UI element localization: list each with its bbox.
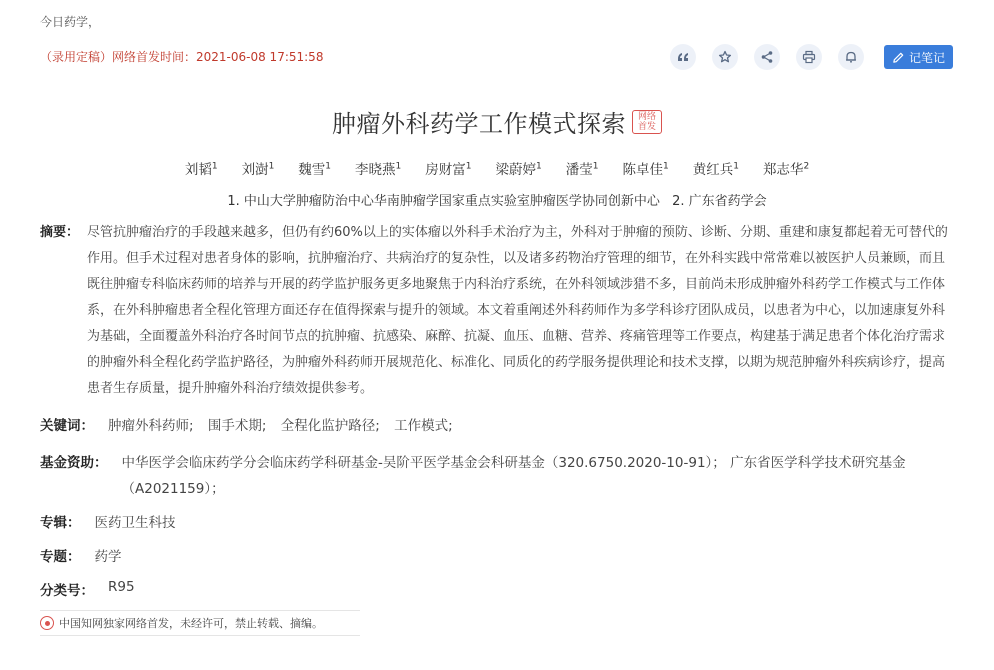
author-affil-index: 1 <box>465 161 472 172</box>
album-label: 专辑： <box>40 515 81 531</box>
author-name: 刘韬 <box>184 162 212 178</box>
subject-value: 药学 <box>94 549 122 565</box>
keyword-link[interactable]: 围手术期; <box>207 418 267 434</box>
article-toolbar <box>670 44 953 70</box>
keyword-link[interactable]: 肿瘤外科药师; <box>108 418 194 434</box>
fund-row <box>40 450 952 502</box>
publish-time: （录用定稿）网络首发时间：2021-06-08 17:51:58 <box>40 50 324 64</box>
keyword-link[interactable]: 全程化监护路径; <box>280 418 380 434</box>
title-row <box>0 104 994 139</box>
author-name: 陈卓佳 <box>622 162 663 178</box>
author-name: 黄红兵 <box>692 162 734 178</box>
author-link[interactable] <box>622 158 668 178</box>
fund-value[interactable]: 中华医学会临床药学分会临床药学科研基金-吴阶平医学基金会科研基金（320.6750.2020-10-91）； 广东省医学科学技术研究基金（A2021159）； <box>121 455 906 497</box>
abstract-text: 尽管抗肿瘤治疗的手段越来越多，但仍有约60%以上的实体瘤以外科手术治疗为主，外科对于肿瘤的预防、诊断、分期、重建和康复都起着无可替代的作用。但手术过程对患者身体的影响，抗肿瘤治疗、共病治疗的复杂性，以及诸多药物治疗管理的细节，在外科实践中常常难以被医护人员兼顾，而且既往肿瘤专科临床药师的培养与开展的药学监护服务更多地聚焦于内科治疗系统，在外科领域涉猎不多，目前尚未形成肿瘤外科药学工作模式与工作体系，在外科肿瘤患者全程化管理方面还存在值得探索与提升的领域。本文着重阐述外科药师作为多学科诊疗团队成员，以患者为中心，以加速康复外科为基础，全面覆盖外科治疗各时间节点的抗肿瘤、抗感染、麻醉、抗凝、血压、血糖、营养、疼痛管理等工作要点，构建基于满足患者个体化治疗需求的肿瘤外科全程化药学监护路径，为肿瘤外科药师开展规范化、标准化、同质化的药学服务提供理论和技术支撑，以期为规范肿瘤外科疾病诊疗，提高患者生存质量，提升肿瘤外科治疗绩效提供参考。 <box>87 225 948 396</box>
affiliation-list <box>0 190 994 209</box>
author-link[interactable] <box>496 158 542 178</box>
abstract-label: 摘要： <box>40 225 80 240</box>
share-icon[interactable] <box>754 44 780 70</box>
take-notes-button[interactable] <box>884 45 953 69</box>
author-link[interactable] <box>298 158 331 178</box>
author-affil-index: 1 <box>395 161 402 172</box>
author-link[interactable] <box>185 158 218 178</box>
author-name: 郑志华 <box>762 162 804 178</box>
author-link[interactable] <box>355 158 401 178</box>
online-first-badge: 网络首发 <box>632 110 662 134</box>
author-link[interactable] <box>763 158 809 178</box>
author-affil-index: 1 <box>325 161 332 172</box>
copyright-text: 中国知网独家网络首发，未经许可，禁止转载、摘编。 <box>59 617 323 630</box>
classification-value: R95 <box>108 579 135 595</box>
take-notes-label: 记笔记 <box>909 50 946 65</box>
fund-label: 基金资助： <box>40 455 108 471</box>
author-link[interactable] <box>566 158 599 178</box>
subject-row <box>40 545 122 565</box>
author-affil-index: 1 <box>662 161 669 172</box>
affiliation-link[interactable]: 2. 广东省药学会 <box>672 194 767 209</box>
author-affil-index: 1 <box>592 161 599 172</box>
album-row <box>40 511 176 531</box>
author-name: 李晓燕 <box>355 162 396 178</box>
author-affil-index: 1 <box>268 161 275 172</box>
author-link[interactable] <box>425 158 471 178</box>
author-affil-index: 1 <box>536 161 542 172</box>
author-name: 房财富 <box>425 162 466 178</box>
affiliation-link[interactable]: 1. 中山大学肿瘤防治中心华南肿瘤学国家重点实验室肿瘤医学协同创新中心 <box>227 194 660 209</box>
author-affil-index: 2 <box>803 161 810 172</box>
journal-source[interactable]: 今日药学， <box>40 15 101 29</box>
keywords-row <box>40 414 463 434</box>
star-icon[interactable] <box>712 44 738 70</box>
pencil-icon <box>892 51 905 64</box>
quote-icon[interactable] <box>670 44 696 70</box>
album-value: 医药卫生科技 <box>94 515 176 531</box>
author-name: 刘澍 <box>241 162 269 178</box>
abstract-section <box>40 220 952 402</box>
keyword-link[interactable]: 工作模式; <box>394 418 453 434</box>
classification-row <box>40 579 135 599</box>
article-title: 肿瘤外科药学工作模式探索 <box>332 110 626 138</box>
author-affil-index: 1 <box>211 161 218 172</box>
copyright-notice <box>40 610 360 636</box>
author-link[interactable] <box>242 158 275 178</box>
bell-icon[interactable] <box>838 44 864 70</box>
author-name: 梁蔚婷 <box>495 162 536 178</box>
keywords-label: 关键词： <box>40 418 94 434</box>
author-name: 潘莹 <box>565 162 593 178</box>
copyright-icon <box>40 616 54 630</box>
author-name: 魏雪 <box>298 162 326 178</box>
author-link[interactable] <box>693 158 739 178</box>
classification-label: 分类号： <box>40 583 94 599</box>
author-list <box>0 158 994 178</box>
subject-label: 专题： <box>40 549 81 565</box>
print-icon[interactable] <box>796 44 822 70</box>
author-affil-index: 1 <box>733 161 739 172</box>
